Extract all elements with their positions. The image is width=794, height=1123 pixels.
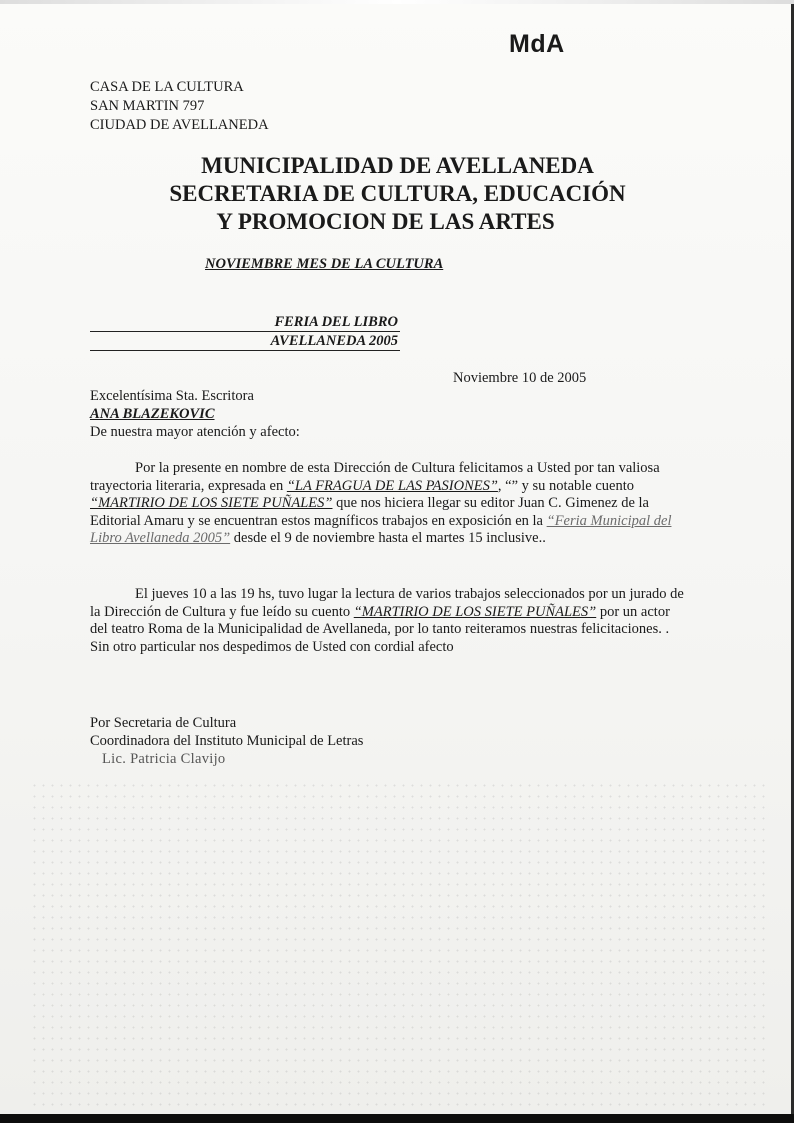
- salutation-title: Excelentísima Sta. Escritora: [90, 388, 254, 404]
- paragraph-2: [90, 586, 690, 656]
- p2-text-b: por un actor del teatro Roma de la Municipalidad de Avellaneda, por lo tanto reiteramos nuestras felicitaciones. .: [90, 603, 670, 637]
- salutation-greeting: De nuestra mayor atención y afecto:: [90, 424, 300, 440]
- logo-mda: MdA: [509, 30, 565, 58]
- p1-text-c: que nos hiciera llegar su editor Juan C. Gimenez de la Editorial Amaru y se encuentran estos magníficos trabajos en exposición en la: [90, 495, 649, 529]
- scan-bottom-edge: [0, 1114, 794, 1123]
- closing-line: Sin otro particular nos despedimos de Usted con cordial afecto: [90, 638, 454, 655]
- address-line-1: CASA DE LA CULTURA: [90, 79, 244, 95]
- signature-line-2: Coordinadora del Instituto Municipal de Letras: [90, 733, 364, 749]
- p1-story-title: “MARTIRIO DE LOS SIETE PUÑALES”: [90, 495, 333, 511]
- recipient-name: ANA BLAZEKOVIC: [90, 406, 215, 422]
- p1-text-d: desde el 9 de noviembre hasta el martes 15 inclusive..: [233, 530, 546, 546]
- scan-edge: [0, 0, 794, 4]
- letter-date: Noviembre 10 de 2005: [453, 370, 587, 386]
- p1-text-a: Por la presente en nombre de esta Dirección de Cultura felicitamos a Usted por tan valiosa trayectoria literaria, expresada en: [90, 460, 660, 494]
- organization-heading: [140, 152, 655, 236]
- address-line-2: SAN MARTIN 797: [90, 98, 205, 114]
- signature-line-1: Por Secretaria de Cultura: [90, 715, 237, 731]
- sender-address: [90, 78, 269, 135]
- signature-name: Lic. Patricia Clavijo: [102, 751, 226, 767]
- event-line-2: AVELLANEDA 2005: [90, 332, 400, 351]
- salutation: [90, 387, 300, 441]
- paragraph-1: [90, 460, 690, 548]
- org-line-3: Y PROMOCION DE LAS ARTES: [216, 209, 555, 234]
- p2-story-title: “MARTIRIO DE LOS SIETE PUÑALES”: [353, 603, 597, 620]
- signature-block: [90, 714, 363, 768]
- event-line-1: FERIA DEL LIBRO: [90, 313, 400, 332]
- p2-text-a: El jueves 10 a las 19 hs, tuvo lugar la lectura de varios trabajos seleccionados por un jurado de la Dirección de Cultura y fue leído su cuento: [90, 586, 684, 620]
- event-title: [90, 313, 400, 351]
- address-line-3: CIUDAD DE AVELLANEDA: [90, 117, 269, 133]
- p1-text-b: , “” y su notable cuento: [497, 477, 635, 494]
- scan-noise: [30, 780, 770, 1110]
- org-line-1: MUNICIPALIDAD DE AVELLANEDA: [201, 153, 594, 178]
- p1-book-title: “LA FRAGUA DE LAS PASIONES”: [286, 477, 498, 494]
- p1-fair-title: “Feria Municipal del Libro Avellaneda 2005”: [90, 512, 672, 546]
- org-line-2: SECRETARIA DE CULTURA, EDUCACIÓN: [169, 181, 626, 206]
- month-title: NOVIEMBRE MES DE LA CULTURA: [205, 256, 444, 272]
